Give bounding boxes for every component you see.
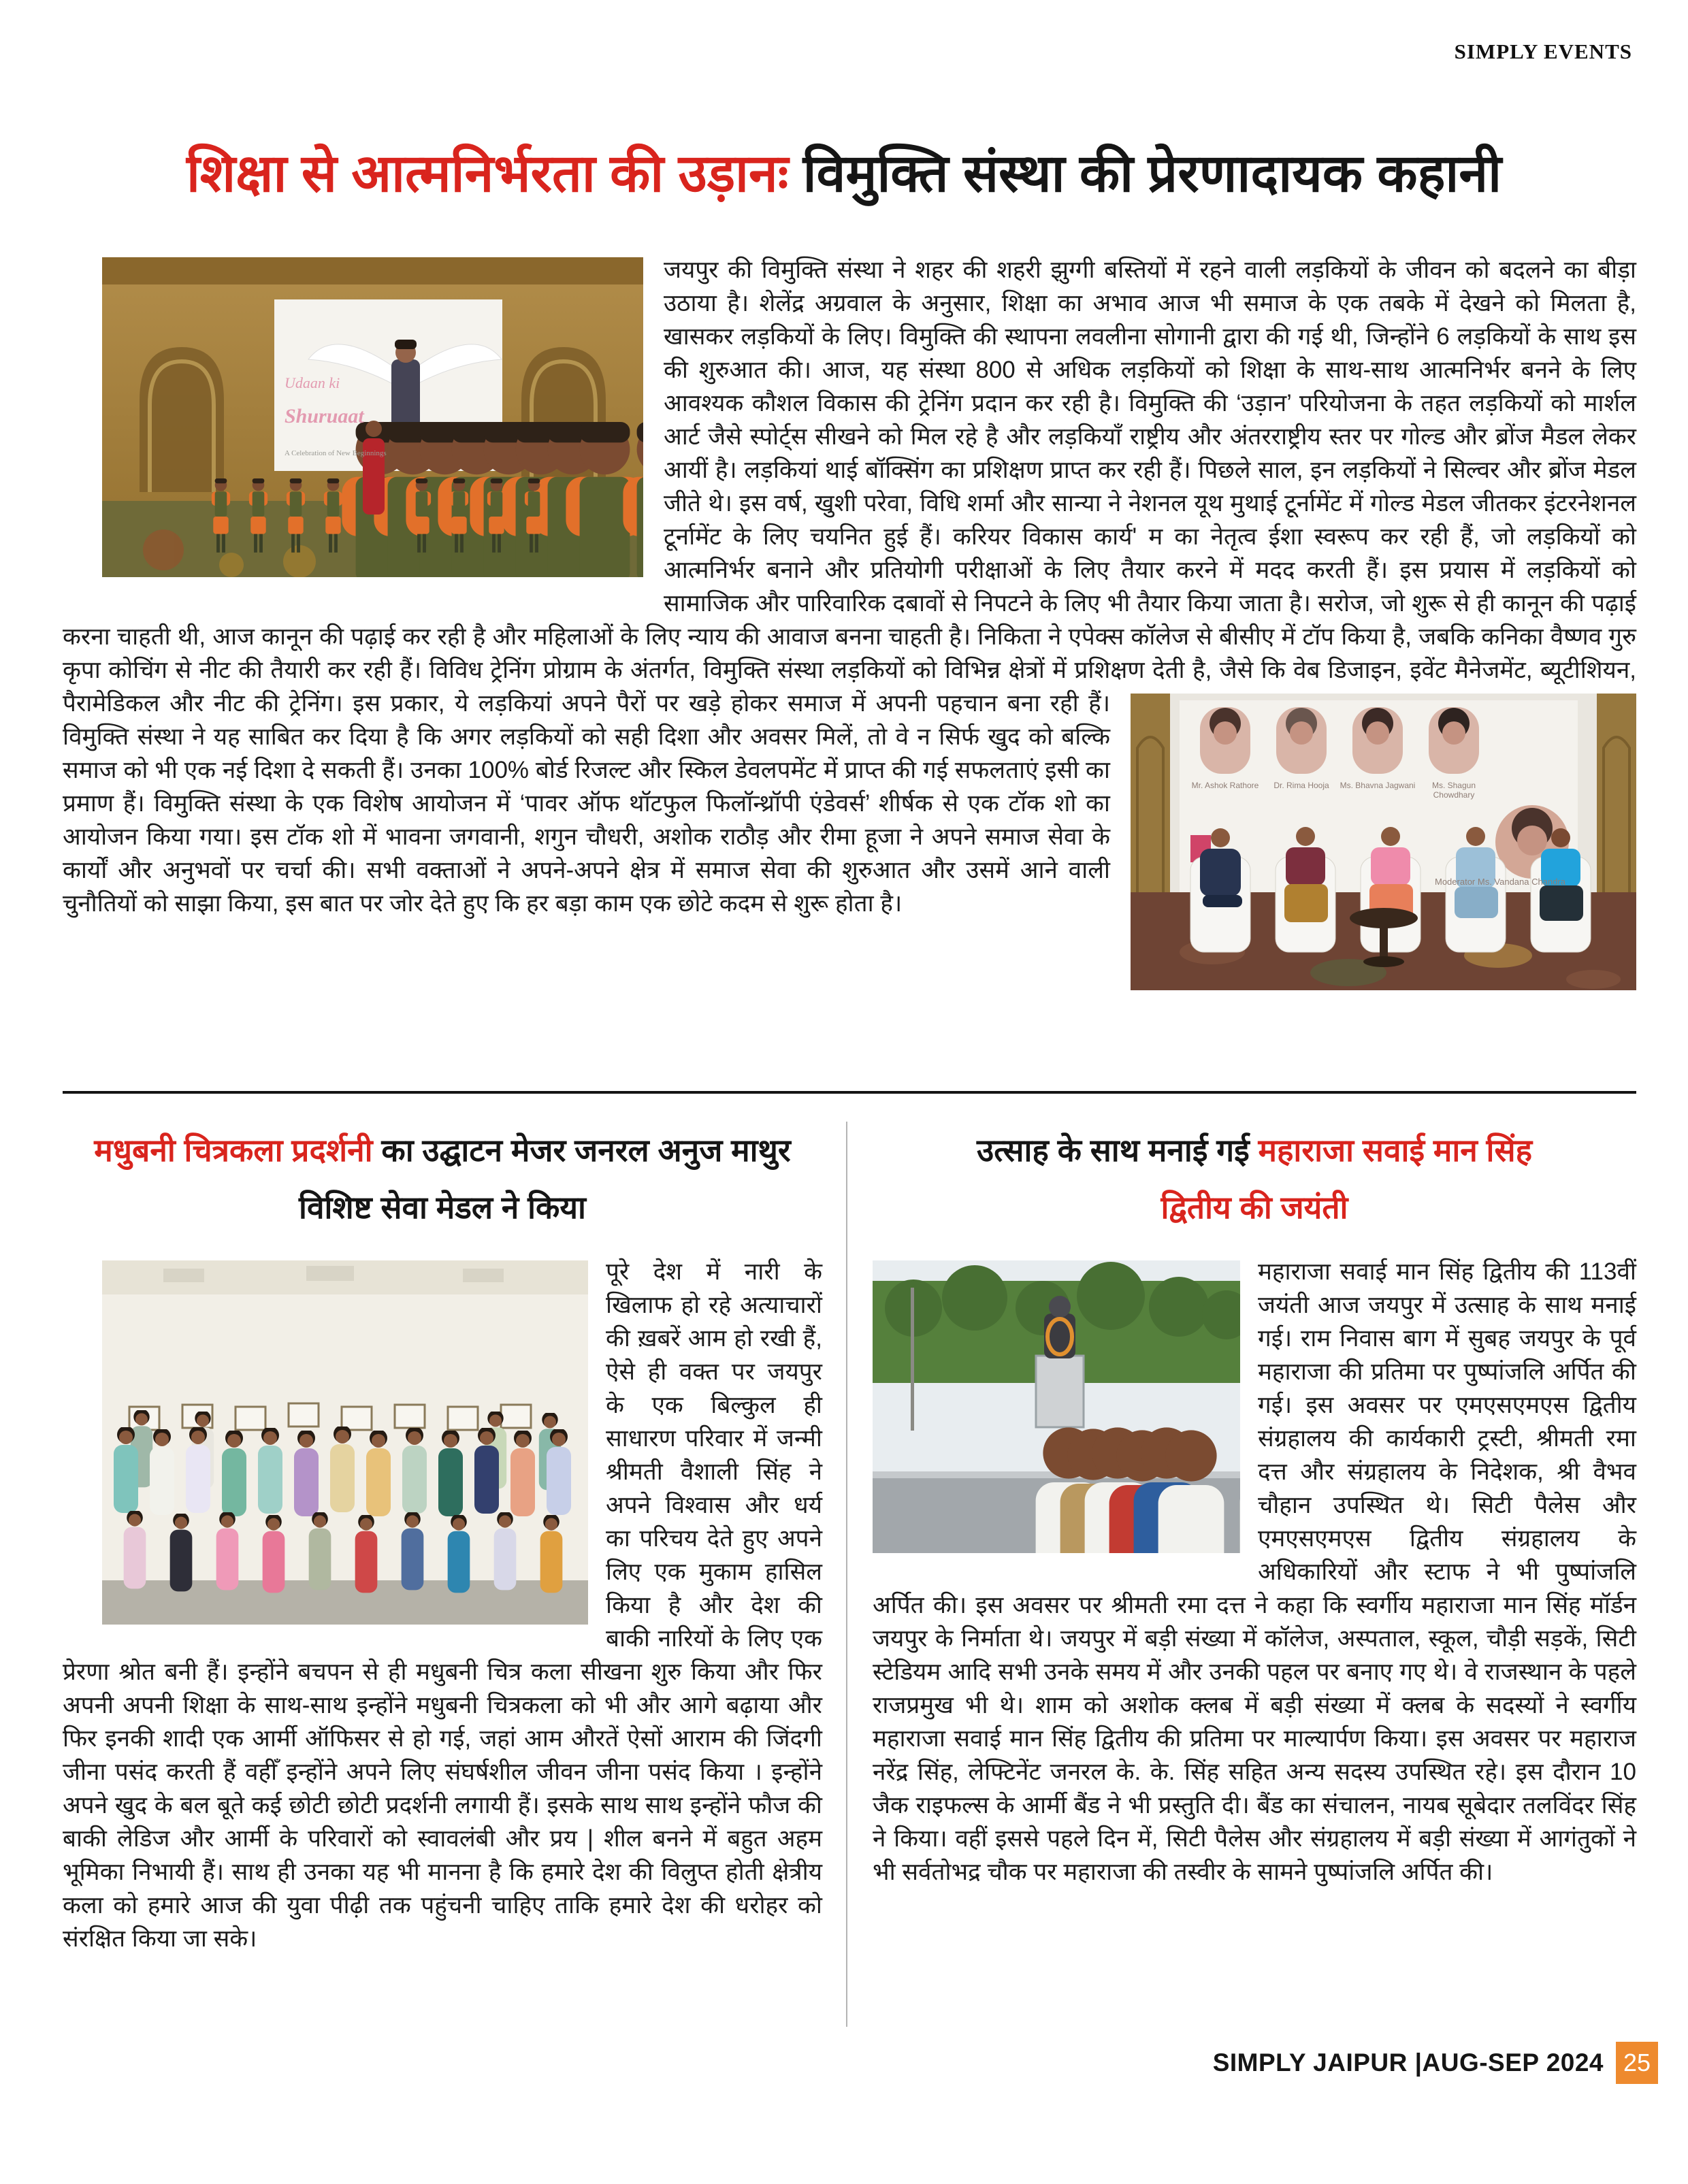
page-title-red: शिक्षा से आत्मनिर्भरता की उड़ानः — [186, 144, 789, 203]
photo-talkshow-panel — [1131, 694, 1636, 990]
article-1-text-1: जयपुर की विमुक्ति संस्था ने शहर की शहरी झुग्गी बस्तियों में रहने वाली लड़कियों के जीवन को बदलने का बीड़ा उठाया है। शेलेंद्र अग्रवाल के अनुसार, शिक्षा का अभाव आज भी समाज के एक तबके में देखने को मिलता है, खासकर लड़कियों के लिए। विमुक्ति की स्थापना लवलीना सोगानी द्वारा की गई थी, जिन्होंने 6 लड़कियों के साथ इस की शुरुआत की। आज, यह संस्था 800 से अधिक लड़कियों को शिक्षा के साथ-साथ आत्मनिर्भर बनने के लिए आवश्यक कौशल विकास की ट्रेनिंग प्रदान कर रही है। विमुक्ति की ‘उड़ान’ परियोजना के तहत लड़कियों को मार्शल आर्ट जैसे स्पोर्ट्स सीखने को मिल रहे है और लड़कियाँ राष्ट्रीय और अंतरराष्ट्रीय स्तर पर गोल्ड और ब्रोंज मैडल लेकर आयीं है। लड़कियां थाई बॉक्सिंग का प्रशिक्षण प्राप्त कर रही हैं। पिछले साल, इन लड़कियों ने सिल्वर और ब्रोंज मेडल जीते थे। इस वर्ष, खुशी परेवा, विधि शर्मा और सान्या ने नेशनल यूथ मुथाई टूर्नामेंट में गोल्ड मेडल जीतकर इंटरनेशनल टूर्नामेंट के लिए चयनित हुई हैं। करियर विकास कार्य' म का नेतृत्व ईशा स्वरूप कर रही हैं, जो लड़कियों को आत्मनिर्भर बनाने और प्रतियोगी — [664, 257, 1636, 583]
article-madhubani-title-line2: विशिष्ट सेवा मेडल ने किया — [299, 1190, 586, 1225]
panel-illustration — [1131, 694, 1636, 990]
article-1-text-3: वेब डिजाइन, इवेंट मैनेजमेंट, ब्यूटीशियन, पैरामेडिकल और नीट की ट्रेनिंग। इस प्रकार, ये लड़कियां अपने पैरों पर खड़े होकर समाज में अपनी पहचान बना रही हैं। विमुक्ति संस्था ने यह साबित कर दिया है कि अगर लड़कियों को सही दिशा और अवसर मिलें, तो वे न सिर्फ खुद को बल्कि समाज को भी एक नई दिशा दे सकती हैं। उनका 100% बोर्ड रिजल्ट और स्किल डेवलपमेंट में प्राप्त की गई सफलताएं इसी का प्रमाण हैं। विमुक्ति संस्था के एक विशेष आयोजन में ‘पावर ऑफ थॉटफुल फिलॉन्थ्रॉपी एंडेवर्स’ शीर्षक से एक टॉक शो का आयोजन किया गया। इस टॉक शो में भावना जगवानी, शगुन चौधरी, अशोक राठौड़ और रीमा हूजा ने अपने समाज सेवा के कार्यों और अनुभवों पर चर्चा की। सभी वक्ताओं ने अपने-अपने क्षेत्र में समाज सेवा की शुरुआत और उसमें आने वाली चुनौतियों को साझा किया, इस बात पर जोर देते हुए कि हर बड़ा काम एक छोटे कदम से शुरू होता है। — [63, 657, 1637, 917]
section-label: SIMPLY EVENTS — [1454, 39, 1632, 63]
panelist-name-3: Ms. Bhavna Jagwani — [1340, 781, 1416, 790]
article-vimukti-body — [63, 253, 1636, 1000]
article-madhubani — [63, 1122, 822, 1955]
screen-title-line2: Shuruaat — [285, 405, 364, 427]
ceremony-illustration — [873, 1260, 1240, 1553]
photo-udaan-girls-group — [102, 257, 643, 577]
screen-text-block — [285, 366, 421, 470]
screen-subtitle: A Celebration of New Beginnings — [285, 449, 387, 457]
article-jayanti-title-line2: द्वितीय की जयंती — [1160, 1190, 1348, 1225]
footer-magazine-issue: SIMPLY JAIPUR |AUG-SEP 2024 — [1212, 2049, 1604, 2076]
article-jayanti-title-red: महाराजा सवाई मान सिंह — [1258, 1132, 1532, 1168]
article-jayanti-title-black: उत्साह के साथ मनाई गई — [977, 1132, 1259, 1168]
photo-exhibition-group — [102, 1260, 588, 1625]
page-title-black: विमुक्ति संस्था की प्रेरणादायक कहानी — [788, 144, 1502, 203]
page-footer — [1213, 2042, 1658, 2084]
page-title — [0, 136, 1688, 211]
screen-title-line1: Udaan ki — [285, 374, 340, 391]
article-jayanti — [873, 1122, 1636, 1889]
article-madhubani-title-red: मधुबनी चित्रकला प्रदर्शनी — [94, 1132, 373, 1168]
panelist-name-4: Ms. Shagun Chowdhary — [1431, 781, 1476, 800]
panelist-name-1: Mr. Ashok Rathore — [1191, 781, 1259, 790]
section-divider-rule — [63, 1091, 1636, 1094]
article-1-text-2: परीक्षाओं के लिए तैयार करने में मदद करती हैं। इस प्रयास में लड़कियों को सामाजिक और पारिवारिक दबावों से निपटने के लिए भी तैयार किया जाता है। सरोज, जो शुरू से ही कानून की पढ़ाई करना चाहती थी, आज कानून की पढ़ाई कर रही है और महिलाओं के लिए न्याय की आवाज बनना चाहती है। निकिता ने एपेक्स कॉलेज से बीसीए में टॉप किया है, जबकि कनिका वैष्णव गुरु कृपा कोचिंग से नीट की तैयारी कर रही हैं। विविध ट्रेनिंग प्रोग्राम के अंतर्गत, विमुक्ति संस्था लड़कियों को विभिन्न क्षेत्रों में प्रशिक्षण देती है, जैसे कि — [63, 557, 1636, 683]
article-madhubani-text: पूरे देश में नारी के खिलाफ हो रहे अत्याचारों की ख़बरें आम हो रखी हैं, ऐसे ही वक्त पर जयपुर के एक बिल्कुल ही साधारण परिवार में जन्मी श्रीमती वैशाली सिंह ने अपने विश्वास और धर्य का परिचय देते हुए अपने लिए एक मुकाम हासिल किया है और देश की बाकी नारियों के लिए एक प्रेरणा श्रोत बनी हैं। इन्होंने बचपन से ही मधुबनी चित्र कला सीखना शुरु किया और फिर अपनी अपनी शिक्षा के साथ-साथ इन्होंने मधुबनी चित्रकला को भी और आगे बढ़ाया और फिर इनकी शादी एक आर्मी ऑफिसर से हो गई, जहां आम औरतें ऐसों आराम की जिंदगी जीना पसंद करती हैं वहीँ इन्होंने अपने लिए संघर्षशील जीवन जीना पसंद किया । इन्होंने अपने खुद के बल बूते कई छोटी छोटी प्रदर्शनी लगायी हैं। इसके साथ साथ इन्होंने फौज की बाकी लेडिज और आर्मी के परिवारों को स्वावलंबी और प्रय | शील बनने में बहुत अहम भूमिका निभायी हैं। साथ ही उनका यह भी मानना है कि हमारे देश की विलुप्त होती क्षेत्रीय कला को हमारे आज की युवा पीढ़ी तक पहुंचनी चाहिए ताकि हमारे देश की धरोहर को संरक्षित किया जा सके। — [63, 1258, 822, 1952]
column-divider — [846, 1122, 847, 2027]
article-jayanti-title — [873, 1122, 1636, 1236]
panelist-name-2: Dr. Rima Hooja — [1273, 781, 1329, 790]
exhibition-illustration — [102, 1260, 588, 1625]
moderator-name: Moderator Ms. Vandana Chandra — [1435, 877, 1565, 887]
article-madhubani-title-black: का उद्घाटन मेजर जनरल अनुज माथुर — [372, 1132, 791, 1168]
article-madhubani-title — [63, 1122, 822, 1236]
page-number-badge: 25 — [1616, 2042, 1658, 2084]
article-jayanti-text: महाराजा सवाई मान सिंह द्वितीय की 113वीं जयंती आज जयपुर में उत्साह के साथ मनाई गई। राम निवास बाग में सुबह जयपुर के पूर्व महाराजा की प्रतिमा पर पुष्पांजलि अर्पित की गई। इस अवसर पर एमएसएमएस द्वितीय संग्रहालय की कार्यकारी ट्रस्टी, श्रीमती रमा दत्त और संग्रहालय के निदेशक, श्री वैभव चौहान उपस्थित थे। सिटी पैलेस और एमएसएमएस द्वितीय संग्रहालय के अधिकारियों और स्टाफ ने भी पुष्पांजलि अर्पित की। इस अवसर पर श्रीमती रमा दत्त ने कहा कि स्वर्गीय महाराजा मान सिंह मॉर्डन जयपुर के निर्माता थे। जयपुर में बड़ी संख्या में कॉलेज, अस्पताल, स्कूल, चौड़ी सड़कें, सिटी स्टेडियम आदि सभी उनके समय में और उनकी पहल पर बनाए गए थे। वे राजस्थान के पहले राजप्रमुख भी थे। शाम को अशोक क्लब में बड़ी संख्या में क्लब के सदस्यों ने स्वर्गीय महाराजा सवाई मान सिंह द्वितीय की प्रतिमा पर माल्यार्पण किया। इस अवसर पर महाराज नरेंद्र सिंह, लेफ्टिनेंट जनरल के. के. सिंह सहित अन्य सदस्य उपस्थित रहे। इस दौरान 10 जैक राइफल्स के आर्मी बैंड ने भी प्रस्तुति दी। बैंड का संचालन, नायब सूबेदार तलविंदर सिंह ने किया। वहीं इससे पहले दिन में, सिटी पैलेस और संग्रहालय में बड़ी संख्या में आगंतुकों ने भी सर्वतोभद्र चौक पर महाराजा की तस्वीर के सामने पुष्पांजलि अर्पित की। — [873, 1258, 1636, 1885]
photo-statue-ceremony — [873, 1260, 1240, 1553]
